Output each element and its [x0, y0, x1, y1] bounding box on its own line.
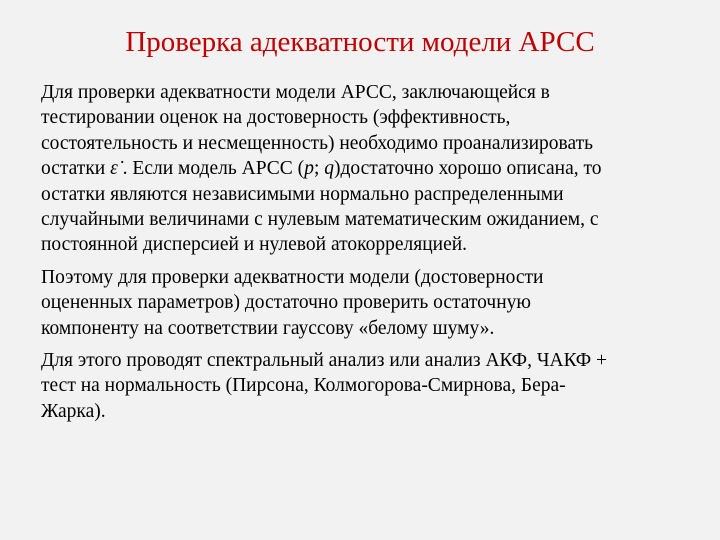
text-line — [41, 399, 696, 424]
text-run: Для проверки адекватности модели АРСС, заключающейся в — [41, 82, 550, 103]
text-run: )достаточно хорошо описана, то — [333, 158, 602, 180]
text-line — [41, 316, 696, 341]
text-line — [41, 290, 696, 315]
text-line — [41, 80, 696, 105]
italic-symbol: p — [304, 158, 314, 180]
text-run: остатки — [41, 158, 111, 180]
text-run: состоятельность и несмещенность) необходимо проанализировать — [41, 132, 594, 154]
text-run: остатки являются независимыми нормально распределенными — [41, 183, 564, 205]
text-line — [41, 265, 696, 290]
text-line — [41, 105, 696, 130]
text-line — [41, 348, 696, 373]
text-run: оцененных параметров) достаточно проверить остаточную — [41, 292, 531, 314]
text-line — [41, 207, 696, 232]
text-run: случайными величинами с нулевым математическим ожиданием, с — [41, 209, 599, 231]
text-line — [41, 232, 696, 257]
text-line — [41, 373, 696, 398]
paragraph-1 — [41, 80, 696, 258]
text-line — [41, 156, 696, 181]
italic-symbol: q — [324, 158, 334, 180]
paragraph-3 — [41, 348, 696, 424]
text-run: ; — [313, 158, 325, 180]
slide-body — [41, 80, 696, 431]
text-line — [41, 182, 696, 207]
slide-title: Проверка адекватности модели АРСС — [125, 26, 595, 58]
text-run: Поэтому для проверки адекватности модели (достоверности — [41, 266, 544, 288]
text-run: Для этого проводят спектральный анализ или анализ АКФ, ЧАКФ + — [41, 350, 608, 372]
text-run: тест на нормальность (Пирсона, Колмогорова-Смирнова, Бера- — [41, 375, 566, 397]
text-run: тестировании оценок на достоверность (эффективность, — [41, 107, 511, 129]
text-run: постоянной дисперсией и нулевой атокорреляцией. — [41, 234, 468, 256]
text-run: . Если модель АРСС ( — [117, 158, 305, 180]
text-run: Жарка). — [41, 400, 106, 422]
paragraph-2 — [41, 265, 696, 341]
text-line — [41, 131, 696, 156]
italic-symbol: ε̇ — [110, 158, 118, 180]
text-run: компоненту на соответствии гауссову «белому шуму». — [41, 317, 495, 339]
